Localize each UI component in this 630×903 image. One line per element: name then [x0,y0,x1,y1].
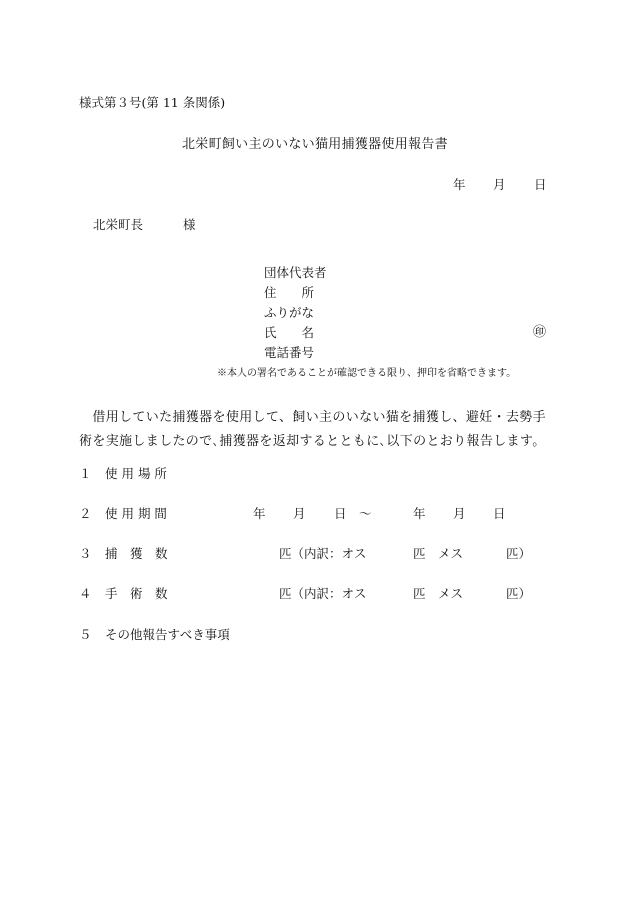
item-number: ５ [79,627,92,642]
group-representative-label: 団体代表者 [264,265,327,280]
form-number: 様式第３号(第 11 条関係) [79,95,226,110]
item-number: １ [79,466,92,481]
item-label: 使 用 場 所 [105,466,167,481]
period-end-month: 月 [453,506,466,521]
phone-label: 電話番号 [264,345,315,360]
surgery-total-unit: 匹（内訳：オス [279,586,367,601]
capture-female-unit: 匹） [506,546,532,561]
surgery-female-unit: 匹） [506,586,532,601]
period-start-day: 日 [334,506,347,521]
item-number: ４ [79,586,92,601]
surgery-male-unit: 匹 メス [413,586,464,601]
address-label: 住 所 [264,285,315,300]
period-start-month: 月 [293,506,306,521]
report-paragraph: 借用していた捕獲器を使用して、飼い主のいない猫を捕獲し、避妊・去勢手術を実施しましたので､捕獲器を返却するとともに､以下のとおり報告します。 [79,410,546,449]
date-day-label: 日 [534,177,547,192]
period-tilde: ～ [359,506,372,521]
period-start-year: 年 [253,506,266,521]
capture-total-unit: 匹（内訳：オス [279,546,367,561]
seal-mark: ㊞ [533,325,547,340]
date-year-label: 年 [453,177,466,192]
addressee-honorific: 様 [183,217,196,232]
addressee-name: 北栄町長 [93,217,144,232]
item-number: ３ [79,546,92,561]
item-number: ２ [79,506,92,521]
capture-male-unit: 匹 メス [413,546,464,561]
item-label: 使 用 期 間 [105,506,167,521]
furigana-label: ふりがな [264,305,315,320]
date-month-label: 月 [493,177,506,192]
addressee [93,217,196,232]
name-label: 氏 名 [264,325,315,340]
seal-note: ※本人の署名であることが確認できる限り、押印を省略できます。 [217,368,517,379]
item-label: 捕 獲 数 [105,546,168,561]
period-end-year: 年 [413,506,426,521]
item-label: 手 術 数 [105,586,168,601]
page-title: 北栄町飼い主のいない猫用捕獲器使用報告書 [181,137,448,152]
item-label: その他報告すべき事項 [105,627,230,642]
period-end-day: 日 [493,506,506,521]
